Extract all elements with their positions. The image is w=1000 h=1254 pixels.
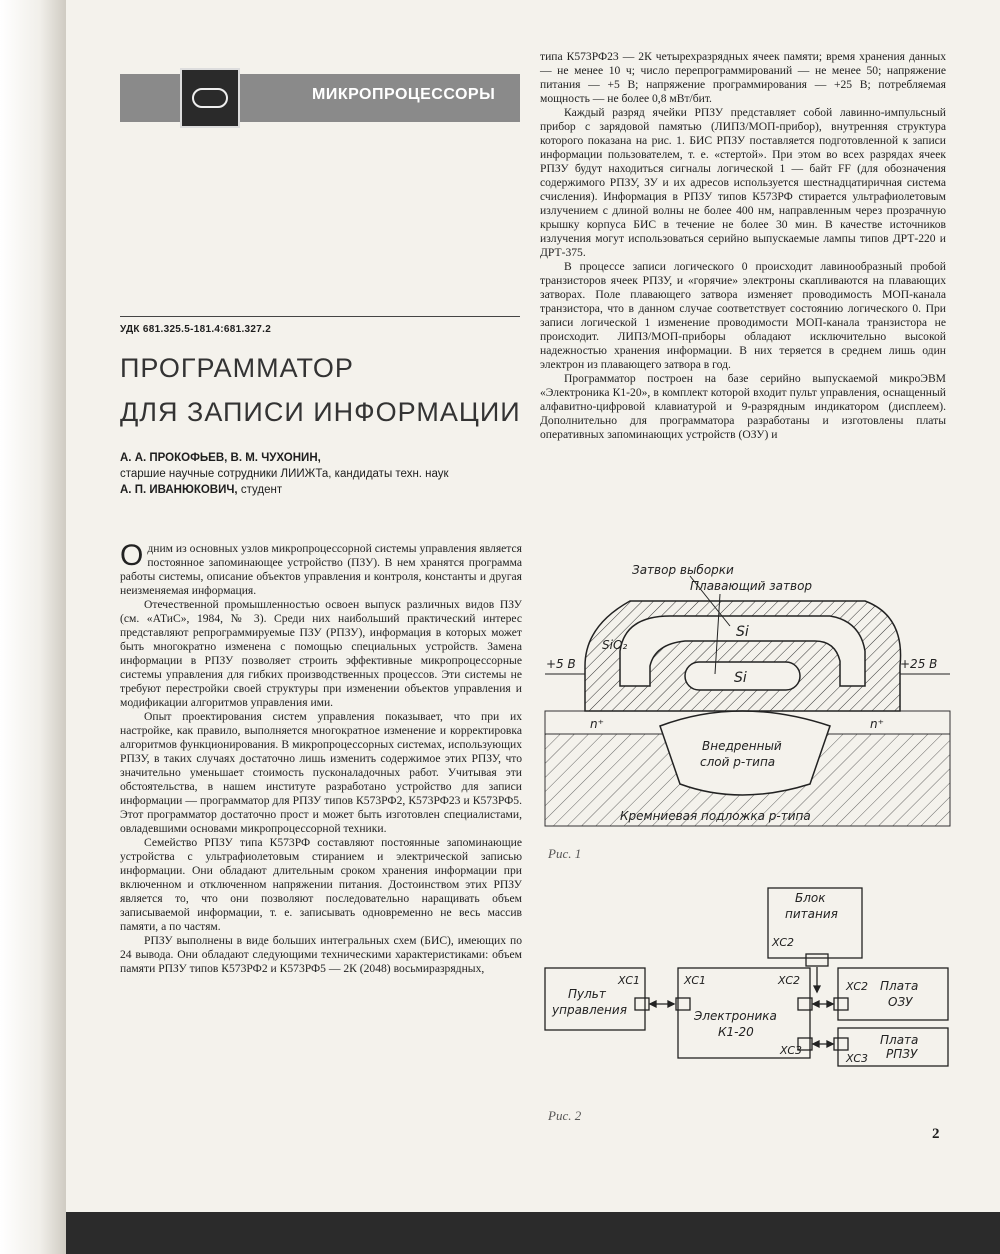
paragraph: РПЗУ выполнены в виде больших интегральных схем (БИС), имеющих по 24 вывода. Они обладают следующими техническими характеристиками: объем памяти РПЗУ типов К573РФ2 и К573РФ5 — 2К (2048) восьмиразрядных, bbox=[120, 934, 522, 975]
label-substrate: Кремниевая подложка p-типа bbox=[620, 809, 811, 823]
figure-2-caption: Рис. 2 bbox=[548, 1108, 582, 1123]
cpu-label-2: К1-20 bbox=[718, 1025, 754, 1039]
label-plus-5v: +5 В bbox=[546, 657, 576, 671]
power-label-2: питания bbox=[785, 907, 838, 921]
udk-code: УДК 681.325.5-181.4:681.327.2 bbox=[120, 324, 272, 335]
microchip-icon bbox=[180, 68, 240, 128]
label-floating-gate: Плавающий затвор bbox=[690, 579, 813, 593]
title-line-2: ДЛЯ ЗАПИСИ ИНФОРМАЦИИ bbox=[120, 397, 521, 427]
paragraph: Каждый разряд ячейки РПЗУ представляет собой лавинно-импульсный прибор с зарядовой памятью (ЛИПЗ/МОП-прибор), внутренняя структура которого показана на рис. 1. БИС РПЗУ поставляется подготовленной к записи информации пользователем, т. е. «стертой». При этом во всех разрядах ячеек РПЗУ будут находиться сигналы логической 1 — байт FF (для обозначения содержимого РПЗУ, ЗУ и их адресов используется шестнадцатиричная система счисления). Информация в РПЗУ типов К573РФ стирается ультрафиолетовым излучением с длиной волны не более 400 нм, направленным через прозрачную крышку корпуса БИС в течение не более 30 мин. В качестве источников излучения могут использоваться серийно выпускаемые лампы типов ДРТ-220 и ДРТ-375. bbox=[540, 106, 946, 259]
paragraph: Одним из основных узлов микропроцессорной системы управления является постоянное запоминающее устройство (ПЗУ). В нем хранятся программа работы системы, описание объектов управления и контроля, константы и другая неизменяемая информация. bbox=[120, 539, 522, 597]
paragraph: Отечественной промышленностью освоен выпуск различных видов ПЗУ (см. «АТиС», 1984, № 3). Среди них наибольший практический интерес представляют репрограммируемые ПЗУ (РПЗУ), информация в которых может быть многократно изменена с помощью специальных устройств. Замена информации в РПЗУ позволяет строить эффективные микропроцессорные системы управления для гибких производственных процессов. Эти системы не требуют перестройки своей структуры при изменении объектов управления и модификации алгоритмов управления ими. bbox=[120, 598, 522, 709]
section-title: МИКРОПРОЦЕССОРЫ bbox=[312, 86, 496, 103]
power-label-1: Блок bbox=[795, 891, 826, 905]
paragraph: Опыт проектирования систем управления показывает, что при их настройке, как правило, выполняется многократное изменение и корректировка алгоритмов функционирования. В микропроцессорных системах, использующих РПЗУ, в таких случаях достаточно лишь изменить содержимое этих РПЗУ, что значительно уменьшает стоимость пусконаладочных работ. Учитывая эти обстоятельства, в нашем институте разработано устройство для записи информации — программатор для РПЗУ типов К573РФ2, К573РФ23 и К573РФ5. Этот программатор достаточно прост и может быть изготовлен специалистами, овладевшими основами микропроцессорной техники. bbox=[120, 710, 522, 835]
label-select-gate: Затвор выборки bbox=[632, 563, 734, 577]
figure-1-cross-section bbox=[540, 556, 955, 846]
paragraph: В процессе записи логического 0 происходит лавинообразный пробой транзисторов ячеек РПЗУ, и «горячие» электроны скапливаются на плавающих затворах. Поле плавающего затвора изменяет проводимость МОП-канала транзистора, что в данном случае соответствует состоянию логического 0. При записи логической 1 изменение проводимости МОП-канала транзистора не происходит. ЛИПЗ/МОП-приборы обладают исключительно высокой надежностью хранения информации. В них теряется в среднем лишь один электрон из плавающего затвора в год. bbox=[540, 260, 946, 371]
label-n-left: n⁺ bbox=[590, 717, 604, 731]
dropcap: О bbox=[120, 539, 144, 572]
scan-bottom-edge bbox=[66, 1212, 1000, 1254]
label-plus-25v: +25 В bbox=[900, 657, 938, 671]
title-rule bbox=[120, 316, 520, 317]
page-fold-shadow bbox=[0, 0, 66, 1254]
author-role-1: старшие научные сотрудники ЛИИЖТа, кандидаты техн. наук bbox=[120, 468, 449, 480]
left-text-column bbox=[120, 539, 522, 976]
panel-label-1: Пульт bbox=[568, 987, 606, 1001]
author-role-2: студент bbox=[240, 484, 283, 496]
label-implant-2: слой p-типа bbox=[700, 755, 776, 769]
right-text-column bbox=[540, 50, 946, 442]
label-n-right: n⁺ bbox=[870, 717, 884, 731]
power-connector: XC2 bbox=[772, 936, 795, 949]
rom-label-1: Плата bbox=[880, 1033, 919, 1047]
paragraph: типа К573РФ23 — 2К четырехразрядных ячеек памяти; время хранения данных — не менее 10 ч; число перепрограммирований — не менее 50; напряжение питания — +5 В; напряжение программирования — +25 В; потребляемая мощность — не более 0,8 мВт/бит. bbox=[540, 50, 946, 105]
label-si-top: Si bbox=[736, 624, 749, 640]
article-title bbox=[120, 346, 540, 434]
title-line-1: ПРОГРАММАТОР bbox=[120, 353, 354, 383]
label-sio2: SiO₂ bbox=[602, 638, 628, 652]
cpu-connector-1: XC1 bbox=[684, 974, 707, 987]
authors-block bbox=[120, 450, 520, 498]
panel-connector: XC1 bbox=[618, 974, 641, 987]
author-names-2: А. П. ИВАНЮКОВИЧ, bbox=[120, 484, 238, 496]
label-implant-1: Внедренный bbox=[702, 739, 782, 753]
figure-1-caption: Рис. 1 bbox=[548, 846, 582, 861]
panel-label-2: управления bbox=[552, 1003, 627, 1017]
paragraph: Семейство РПЗУ типа К573РФ составляют постоянные запоминающие устройства с ультрафиолетовым стиранием и электрической записью информации. Они обладают длительным сроком хранения информации при включенном и отключенном напряжении питания. Достоинством этих РПЗУ является то, что они позволяют последовательно наращивать объем записываемой информации, т. е. записывать одновременно не весь массив памяти, а по частям. bbox=[120, 836, 522, 933]
ram-label-1: Плата bbox=[880, 979, 919, 993]
ram-label-2: ОЗУ bbox=[888, 995, 913, 1009]
cpu-label-1: Электроника bbox=[694, 1009, 777, 1023]
author-names-1: А. А. ПРОКОФЬЕВ, В. М. ЧУХОНИН, bbox=[120, 452, 321, 464]
cpu-connector-2: XC2 bbox=[778, 974, 801, 987]
label-si-inner: Si bbox=[734, 670, 747, 686]
page-number: 2 bbox=[932, 1126, 940, 1142]
figure-2-block-diagram bbox=[540, 880, 955, 1070]
rom-connector: XC3 bbox=[846, 1052, 869, 1065]
rom-label-2: РПЗУ bbox=[886, 1047, 918, 1061]
paragraph: Программатор построен на базе серийно выпускаемой микроЭВМ «Электроника К1-20», в комплект которой входит пульт управления, оснащенный алфавитно-цифровой клавиатурой и 9-разрядным индикатором (дисплеем). Дополнительно для программатора разработаны и изготовлены платы оперативных запоминающих устройств (ОЗУ) и bbox=[540, 372, 946, 441]
ram-connector: XC2 bbox=[846, 980, 869, 993]
cpu-connector-3: XC3 bbox=[780, 1044, 803, 1057]
